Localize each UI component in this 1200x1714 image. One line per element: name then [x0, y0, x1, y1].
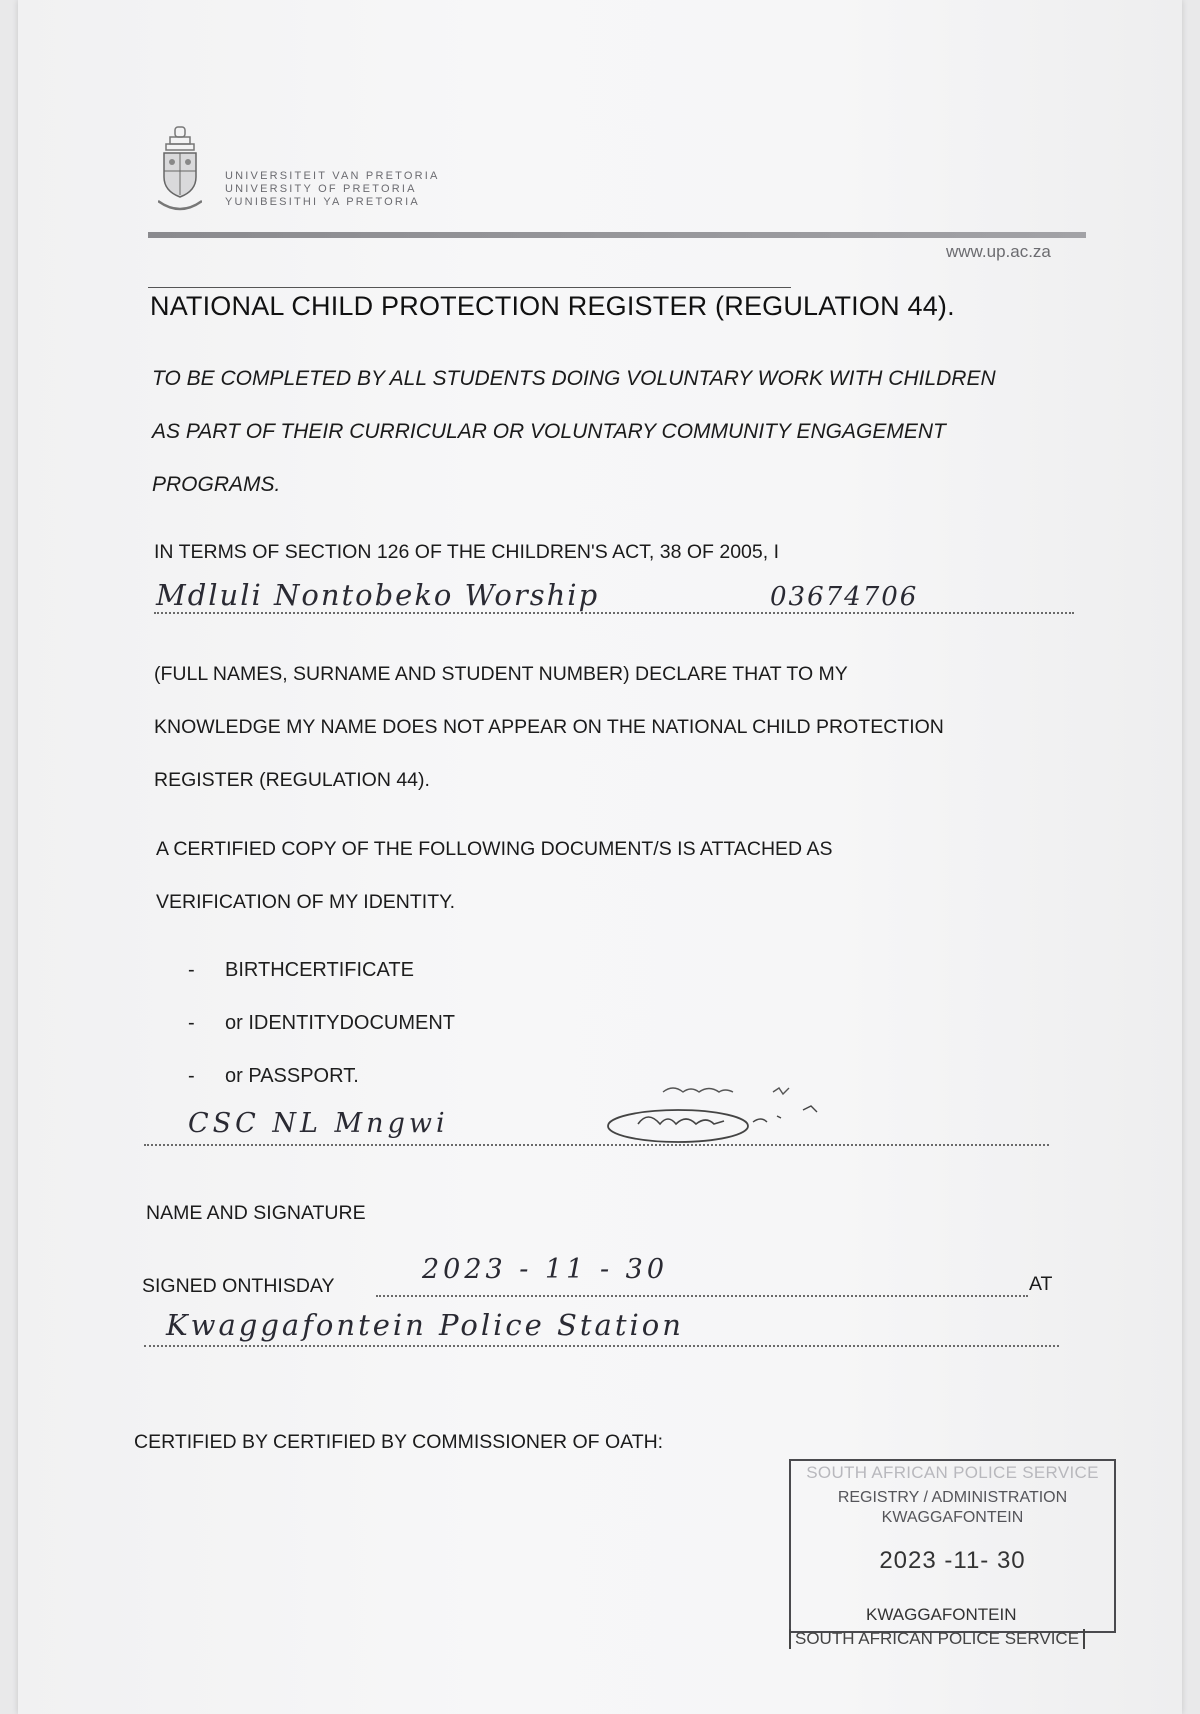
certified-copy-line: VERIFICATION OF MY IDENTITY. — [156, 891, 456, 913]
stamp-registry: REGISTRY / ADMINISTRATION — [837, 1489, 1068, 1506]
certified-by-label: CERTIFIED BY CERTIFIED BY COMMISSIONER OF OATH: — [134, 1431, 664, 1453]
list-item: - or PASSPORT. — [188, 1050, 455, 1103]
date-dotted-line — [376, 1295, 1028, 1297]
university-name-afrikaans: UNIVERSITEIT VAN PRETORIA — [225, 170, 440, 182]
handwritten-full-name: Mdluli Nontobeko Worship — [156, 578, 600, 612]
document-option-passport: or PASSPORT. — [225, 1065, 359, 1087]
place-dotted-line — [144, 1345, 1059, 1347]
university-name-sepedi: YUNIBESITHI YA PRETORIA — [225, 196, 420, 208]
certified-copy-line: A CERTIFIED COPY OF THE FOLLOWING DOCUMENT/S IS ATTACHED AS — [156, 838, 833, 860]
declaration-line: REGISTER (REGULATION 44). — [154, 769, 430, 791]
stamp-service-bottom: SOUTH AFRICAN POLICE SERVICE — [789, 1629, 1085, 1649]
handwritten-signing-place: Kwaggafontein Police Station — [166, 1308, 684, 1342]
identity-document-list — [188, 944, 455, 1103]
list-item: - or IDENTITYDOCUMENT — [188, 997, 455, 1050]
document-option-birth-certificate: BIRTHCERTIFICATE — [225, 959, 414, 981]
at-label: AT — [1029, 1273, 1053, 1295]
handwritten-student-number: 03674706 — [770, 582, 919, 612]
document-option-identity-document: or IDENTITYDOCUMENT — [225, 1012, 455, 1034]
university-crest-logo — [158, 125, 202, 223]
handwritten-signed-date: 2023 - 11 - 30 — [422, 1254, 669, 1285]
form-title: NATIONAL CHILD PROTECTION REGISTER (REGULATION 44). — [150, 291, 955, 321]
name-and-signature-label: NAME AND SIGNATURE — [146, 1202, 366, 1224]
title-overline — [148, 287, 791, 288]
list-item: - BIRTHCERTIFICATE — [188, 944, 455, 997]
signed-on-this-day-label: SIGNED ONTHISDAY — [142, 1275, 335, 1297]
website-url: www.up.ac.za — [946, 242, 1051, 261]
stamp-place: KWAGGAFONTEIN — [881, 1509, 1024, 1526]
name-dotted-line — [154, 612, 1074, 614]
intro-instructions — [152, 352, 996, 511]
declaration-line: KNOWLEDGE MY NAME DOES NOT APPEAR ON THE NATIONAL CHILD PROTECTION — [154, 716, 944, 738]
handwritten-certifier-name: CSC NL Mngwi — [188, 1108, 449, 1139]
stamp-bottom-place: KWAGGAFONTEIN — [866, 1605, 1017, 1624]
stamp-service-top: SOUTH AFRICAN POLICE SERVICE — [806, 1463, 1099, 1482]
intro-line: TO BE COMPLETED BY ALL STUDENTS DOING VOLUNTARY WORK WITH CHILDREN — [152, 367, 996, 390]
declaration-intro: IN TERMS OF SECTION 126 OF THE CHILDREN'S ACT, 38 OF 2005, I — [154, 541, 779, 563]
police-stamp — [789, 1459, 1116, 1633]
declaration-text — [154, 648, 944, 807]
declaration-line: (FULL NAMES, SURNAME AND STUDENT NUMBER) DECLARE THAT TO MY — [154, 663, 848, 685]
header-divider — [148, 232, 1086, 238]
intro-line: AS PART OF THEIR CURRICULAR OR VOLUNTARY COMMUNITY ENGAGEMENT — [152, 420, 946, 443]
certified-copy-text — [156, 823, 832, 929]
university-name-block — [225, 170, 440, 209]
stamp-date: 2023 -11- 30 — [879, 1547, 1026, 1574]
university-name-english: UNIVERSITY OF PRETORIA — [225, 183, 417, 195]
certifier-signature-icon — [603, 1078, 933, 1148]
intro-line: PROGRAMS. — [152, 473, 281, 496]
document-page — [18, 0, 1182, 1714]
